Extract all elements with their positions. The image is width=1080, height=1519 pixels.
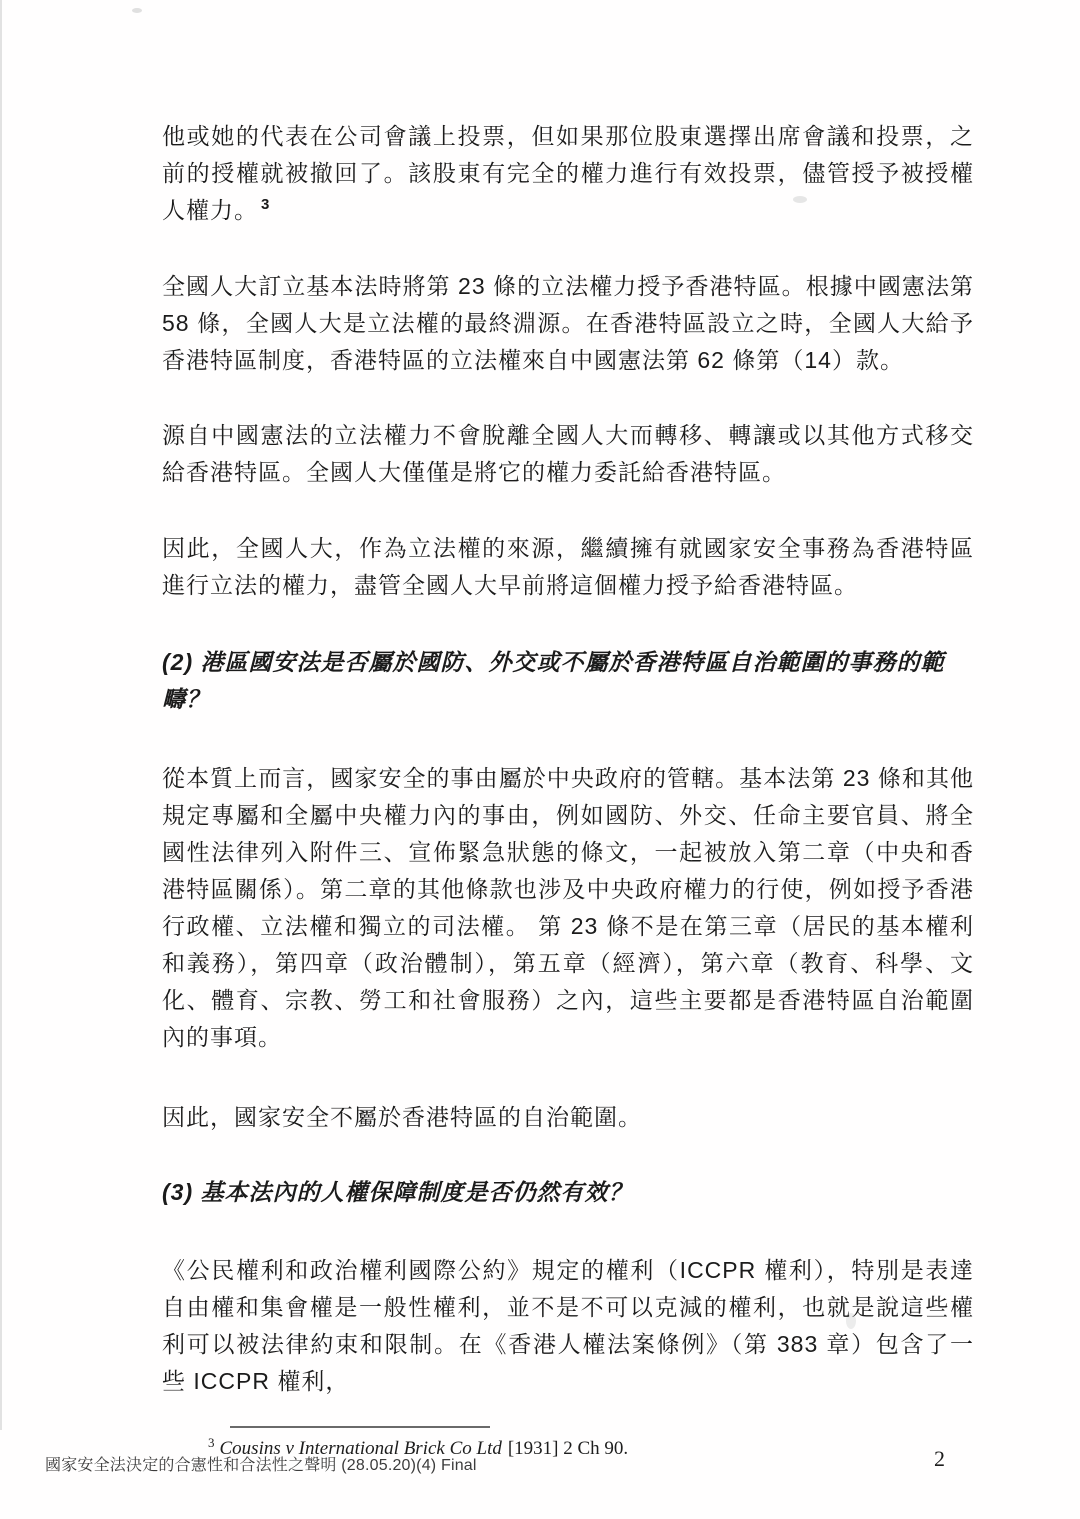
footnote-separator-line — [230, 1426, 490, 1428]
footnote-case-name: Cousins v International Brick Co Ltd — [219, 1438, 502, 1459]
footer-page-number: 2 — [934, 1446, 945, 1471]
paragraph-npc-source: 因此，全國人大，作為立法權的來源，繼續擁有就國家安全事務為香港特區進行立法的權力，盡管全國人大早前將這個權力授予給香港特區。 — [162, 535, 974, 598]
paragraph-national-security-scope: 從本質上而言，國家安全的事由屬於中央政府的管轄。基本法第 23 條和其他規定專屬和全屬中央權力內的事由，例如國防、外交、任命主要官員、將全國性法律列入附件三、宣佈緊急狀態的條文，一起被放入第二章（中央和香港特區關係）。第二章的其他條款也涉及中央政府權力的行使，例如授予香港行政權、立法權和獨立的司法權。 第 23 條不是在第三章（居民的基本權利和義務），第四章（政治體制），第五章（經濟），第六章（教育、科學、文化、體育、宗教、勞工和社會服務）之內，這些主要都是香港特區自治範圍內的事項。 — [162, 765, 974, 1050]
scan-smudge — [132, 8, 142, 13]
footnote-number: 3 — [208, 1434, 215, 1450]
question-heading-2: (2) 港區國安法是否屬於國防、外交或不屬於香港特區自治範圍的事務的範疇？ — [162, 649, 945, 712]
paragraph-npc-article23: 全國人大訂立基本法時將第 23 條的立法權力授予香港特區。根據中國憲法第 58 條，全國人大是立法權的最終淵源。在香港特區設立之時，全國人大給予香港特區制度，香港特區的立法權來自中國憲法第 62 條第（14）款。 — [162, 273, 974, 373]
paragraph-text: 他或她的代表在公司會議上投票，但如果那位股東選擇出席會議和投票，之前的授權就被撤回了。該股東有完全的權力進行有效投票，儘管授予被授權人權力。 — [162, 123, 974, 223]
paragraph-autonomy-conclusion: 因此，國家安全不屬於香港特區的自治範圍。 — [162, 1104, 642, 1130]
footnote-reference-3: 3 — [261, 196, 271, 214]
paragraph-legislative-power: 源自中國憲法的立法權力不會脫離全國人大而轉移、轉讓或以其他方式移交給香港特區。全國人大僅僅是將它的權力委託給香港特區。 — [162, 422, 974, 485]
footer-document-title: 國家安全法決定的合憲性和合法性之聲明 (28.05.20)(4) Final — [45, 1457, 477, 1474]
footnote-citation: [1931] 2 Ch 90. — [507, 1438, 629, 1459]
scan-edge-artifact — [0, 0, 2, 1430]
paragraph-proxy-voting — [162, 118, 974, 229]
question-heading-3: (3) 基本法內的人權保障制度是否仍然有效？ — [162, 1179, 633, 1205]
page-body — [162, 118, 974, 1462]
paragraph-iccpr-rights: 《公民權利和政治權利國際公約》規定的權利（ICCPR 權利），特別是表達自由權和集會權是一般性權利，並不是不可以克減的權利，也就是說這些權利可以被法律約束和限制。在《香港人權法案條例》（第 383 章）包含了一些 ICCPR 權利， — [162, 1257, 974, 1394]
